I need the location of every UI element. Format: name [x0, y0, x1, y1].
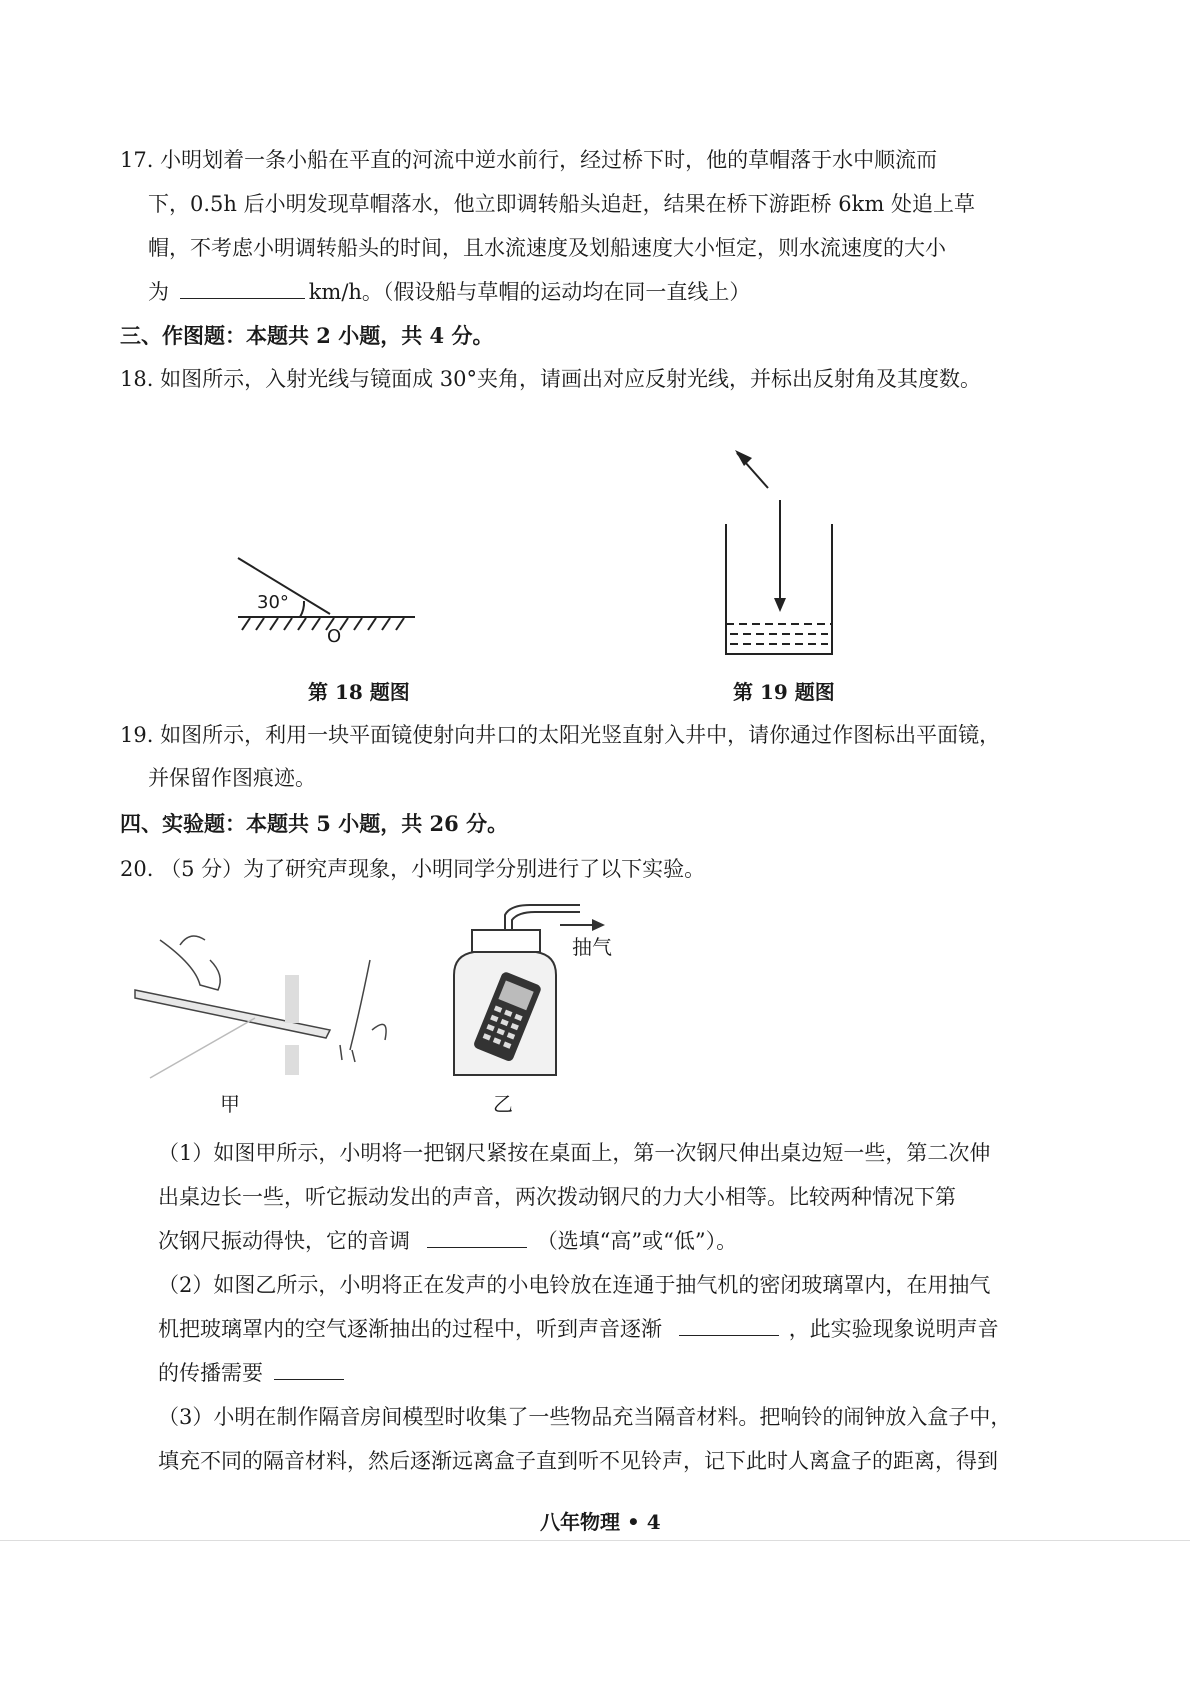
q20-p1-line3-pre: 次钢尺振动得快，它的音调: [158, 1229, 410, 1253]
q20-p1-line3: [158, 1229, 737, 1254]
fig20b-stopper: [472, 930, 540, 952]
q20-p2-answer-blank-2[interactable]: [274, 1379, 344, 1380]
fig18-point-label: O: [327, 626, 342, 647]
q20-p2-line3: [158, 1361, 344, 1386]
fig20b-pump-label: 抽气: [572, 935, 612, 959]
page-footer: 八年物理 • 4: [540, 1510, 661, 1534]
q18-text: 18. 如图所示，入射光线与镜面成 30°夹角，请画出对应反射光线，并标出反射角及其度数。: [120, 367, 981, 391]
fig18-caption: 第 18 题图: [308, 680, 410, 704]
q20-p1-answer-blank[interactable]: [427, 1247, 527, 1248]
q19-line2: 并保留作图痕迹。: [148, 766, 316, 790]
fig18-angle-label: 30°: [257, 592, 289, 613]
q20-p1-line1: （1）如图甲所示，小明将一把钢尺紧按在桌面上，第一次钢尺伸出桌边短一些，第二次伸: [158, 1141, 991, 1165]
fig19-caption: 第 19 题图: [733, 680, 835, 704]
q20-p2-line3-text: 的传播需要: [158, 1361, 263, 1385]
fig20b-tube: [505, 905, 580, 930]
q17-line1: 17. 小明划着一条小船在平直的河流中逆水前行，经过桥下时，他的草帽落于水中顺流而: [120, 148, 938, 172]
q17-line3: 帽，不考虑小明调转船头的时间，且水流速度及划船速度大小恒定，则水流速度的大小: [148, 236, 946, 260]
q19-line1: 19. 如图所示，利用一块平面镜使射向井口的太阳光竖直射入井中，请你通过作图标出平面镜，: [120, 723, 1001, 747]
q17-line4-pre: 为: [148, 280, 169, 304]
q20-p2-line1: （2）如图乙所示，小明将正在发声的小电铃放在连通于抽气机的密闭玻璃罩内，在用抽气: [158, 1273, 991, 1297]
q17-line4-post: km/h。（假设船与草帽的运动均在同一直线上）: [308, 280, 751, 304]
footer-divider: [0, 1540, 1190, 1541]
section4-heading: 四、实验题：本题共 5 小题，共 26 分。: [120, 811, 509, 836]
q20-p3-line2: 填充不同的隔音材料，然后逐渐远离盒子直到听不见铃声，记下此时人离盒子的距离，得到: [158, 1449, 998, 1473]
q20-p2-line2-post: ，此实验现象说明声音: [788, 1317, 999, 1341]
q17-line2: 下，0.5h 后小明发现草帽落水，他立即调转船头追赶，结果在桥下游距桥 6km 处追上草: [148, 192, 975, 216]
fig20b-label: 乙: [493, 1092, 513, 1116]
fig20a-label: 甲: [220, 1092, 240, 1116]
q20-intro: 20. （5 分）为了研究声现象，小明同学分别进行了以下实验。: [120, 857, 706, 881]
q20-p2-line2: [158, 1317, 999, 1342]
section3-heading: 三、作图题：本题共 2 小题，共 4 分。: [120, 323, 494, 348]
q20-p2-line2-pre: 机把玻璃罩内的空气逐渐抽出的过程中，听到声音逐渐: [158, 1317, 662, 1341]
q20-p1-line3-post: （选填“高”或“低”）。: [536, 1229, 738, 1253]
q20-p1-line2: 出桌边长一些，听它振动发出的声音，两次拨动钢尺的力大小相等。比较两种情况下第: [158, 1185, 956, 1209]
q20-p2-answer-blank-1[interactable]: [679, 1335, 779, 1336]
q20-p3-line1: （3）小明在制作隔音房间模型时收集了一些物品充当隔音材料。把响铃的闹钟放入盒子中，: [158, 1405, 1012, 1429]
